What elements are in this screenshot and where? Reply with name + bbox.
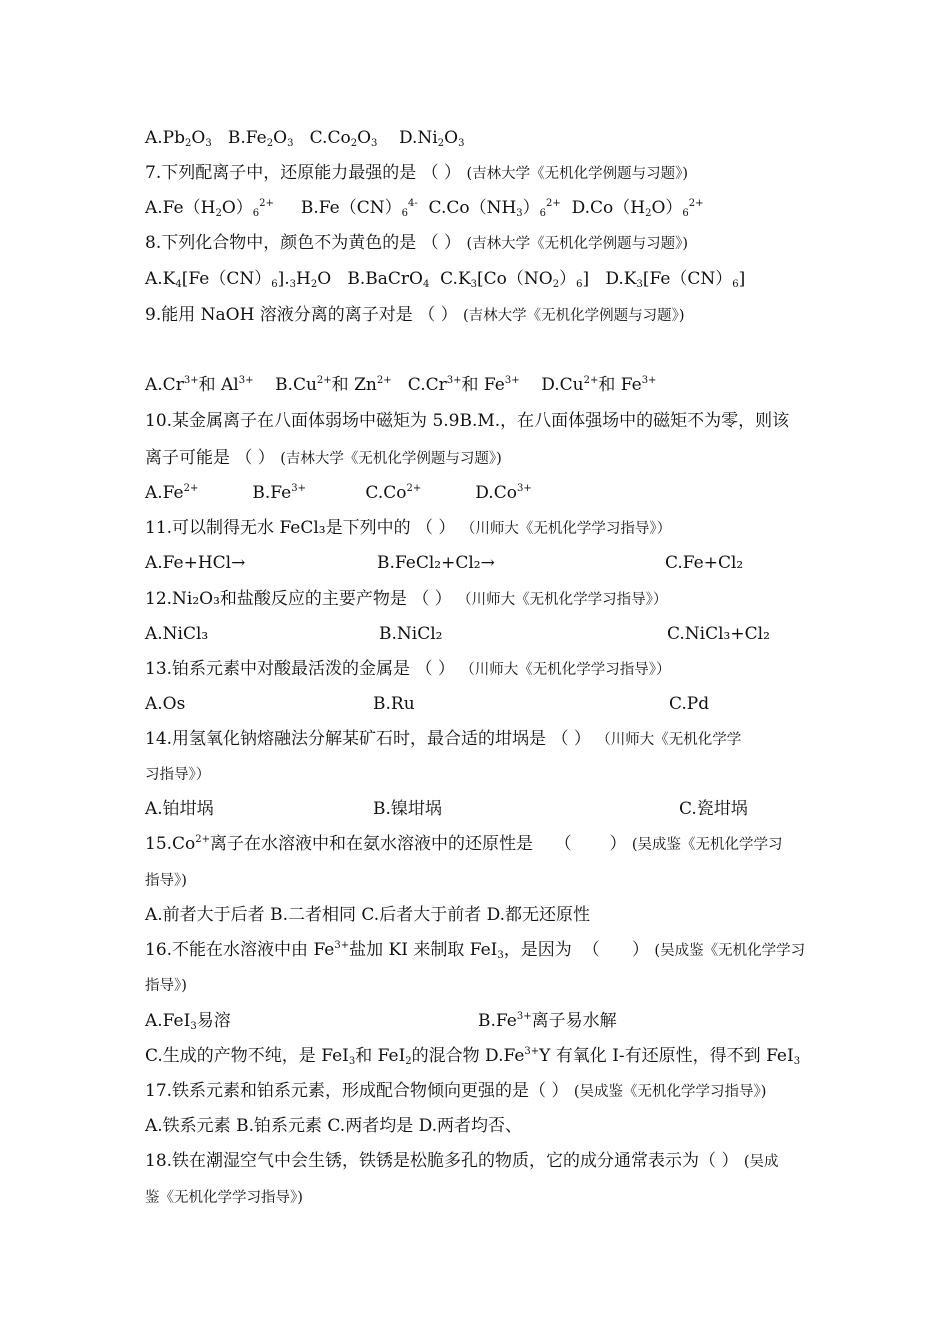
q14-options: [145, 798, 845, 820]
source-citation: 习指导》）: [145, 767, 211, 783]
option-a: A.FeI$_3$易溶: [145, 1011, 231, 1032]
source-citation: (吉林大学《无机化学例题与习题》): [466, 166, 689, 182]
question-text: 7.下列配离子中，还原能力最强的是 （ ）: [145, 163, 462, 183]
q16-options-cd: C.生成的产物不纯，是 FeI$_3$和 FeI$_2$的混合物 $D.Fe^{3+}Y$ 有氧化 I-有还原性，得不到 FeI$_3$: [145, 1046, 801, 1067]
q15-options: A.前者大于后者 B.二者相同 C.后者大于前者 D.都无还原性: [145, 905, 591, 925]
source-citation: （川师大《无机化学学习指导》）: [460, 521, 672, 537]
option-b: B.镍坩埚: [373, 799, 442, 819]
source-citation: (吴成鉴《无机化学学习: [631, 837, 783, 853]
question-text: 12.Ni₂O₃和盐酸反应的主要产物是 （ ）: [145, 589, 452, 609]
q9-stem: [145, 304, 685, 327]
q18-stem: [145, 1150, 779, 1173]
question-text: 13.铂系元素中对酸最活泼的金属是 （ ）: [145, 659, 455, 679]
option-b: B.FeCl₂+Cl₂→: [377, 553, 495, 573]
q18-stem-cont: [145, 1186, 303, 1209]
q7-options: $A.Fe(H_2O)_6^{2+}$ $B.Fe(CN)_6^{4-}$ $C.Co(NH_3)_6^{2+}$ $D.Co(H_2O)_6^{2+}$: [145, 198, 704, 219]
source-citation: 指导》): [145, 978, 187, 994]
question-text: 11.可以制得无水 FeCl₃是下列中的 （ ）: [145, 518, 456, 538]
q17-stem: [145, 1080, 766, 1103]
question-text: 17.铁系元素和铂系元素，形成配合物倾向更强的是（ ）: [145, 1081, 569, 1101]
source-citation: 鉴《无机化学学习指导》): [145, 1190, 303, 1206]
q8-options: $A.K_4[Fe(CN)_6]._3H_2O$ B.BaCrO$_4$ $C.K_3[Co(NO_2)_6]$ $D.K_3[Fe(CN)_6]$: [145, 269, 746, 290]
q15-stem-cont: [145, 869, 187, 892]
q11-options: [145, 552, 845, 574]
source-citation: 指导》): [145, 873, 187, 889]
q11-stem: [145, 517, 671, 540]
option-a: A.NiCl₃: [145, 624, 209, 644]
question-text: 8.下列化合物中，颜色不为黄色的是 （ ）: [145, 233, 462, 253]
option-b: B.Ru: [373, 694, 415, 714]
q12-options: [145, 623, 845, 645]
source-citation: （川师大《无机化学学: [596, 732, 742, 748]
question-text: 14.用氢氧化钠熔融法分解某矿石时，最合适的坩埚是 （ ）: [145, 729, 591, 749]
q9-options: $A.Cr^{3+}$和 $Al^{3+}$ $B.Cu^{2+}$和 $Zn^{2+}$ $C.Cr^{3+}$和 $Fe^{3+}$ $D.Cu^{2+}$和 $Fe^{3+}$: [145, 375, 657, 395]
question-text: 9.能用 NaOH 溶液分离的离子对是 （ ）: [145, 305, 458, 325]
q15-stem: $15.Co^{2+}$离子在水溶液中和在氨水溶液中的还原性是 （ ） (吴成鉴《无机化学学习: [145, 834, 783, 854]
q16-options-ab: [145, 1010, 845, 1032]
option-c: C.NiCl₃+Cl₂: [667, 624, 770, 644]
q14-stem-cont: [145, 763, 210, 786]
q6-options: $A.Pb_2O_3$ $B.Fe_2O_3$ $C.Co_2O_3$ $D.Ni_2O_3$: [145, 128, 465, 149]
source-citation: (吴成鉴《无机化学学习: [654, 943, 806, 959]
option-a: A.铂坩埚: [145, 799, 214, 819]
source-citation: (吴成: [743, 1154, 779, 1170]
option-c: C.瓷坩埚: [679, 799, 748, 819]
option-c: C.Pd: [669, 694, 710, 714]
q12-stem: [145, 588, 667, 611]
q14-stem: [145, 728, 741, 751]
option-b: $B.Fe^{3+}$离子易水解: [478, 1011, 617, 1031]
q16-stem: 16.不能在水溶液中由 $Fe^{3+}$盐加 KI 来制取 FeI$_3$，是因为 （ ） (吴成鉴《无机化学学习: [145, 940, 806, 961]
q8-stem: [145, 232, 688, 255]
source-citation: (吴成鉴《无机化学学习指导》): [573, 1084, 767, 1100]
q7-stem: [145, 162, 688, 185]
option-a: A.Fe+HCl→: [145, 553, 246, 573]
q16-stem-cont: [145, 974, 187, 997]
q10-stem-cont: [145, 447, 502, 470]
option-a: A.Os: [145, 694, 186, 714]
option-b: B.NiCl₂: [379, 624, 443, 644]
q10-options: $A.Fe^{2+}$ $B.Fe^{3+}$ $C.Co^{2+}$ $D.Co^{3+}$: [145, 483, 532, 503]
q10-stem: 10.某金属离子在八面体弱场中磁矩为 5.9B.M.，在八面体强场中的磁矩不为零，则该: [145, 411, 790, 431]
q17-options: A.铁系元素 B.铂系元素 C.两者均是 D.两者均否、: [145, 1116, 523, 1136]
question-text: 18.铁在潮湿空气中会生锈，铁锈是松脆多孔的物质，它的成分通常表示为（ ）: [145, 1151, 739, 1171]
option-c: C.Fe+Cl₂: [665, 553, 744, 573]
q13-options: [145, 693, 845, 715]
source-citation: (吉林大学《无机化学例题与习题》): [466, 236, 689, 252]
source-citation: (吉林大学《无机化学例题与习题》): [280, 451, 502, 467]
source-citation: （川师大《无机化学学习指导》）: [457, 592, 668, 608]
source-citation: (吉林大学《无机化学例题与习题》): [463, 308, 685, 324]
question-text: 离子可能是 （ ）: [145, 448, 275, 468]
q13-stem: [145, 658, 671, 681]
source-citation: （川师大《无机化学学习指导》）: [460, 662, 671, 678]
